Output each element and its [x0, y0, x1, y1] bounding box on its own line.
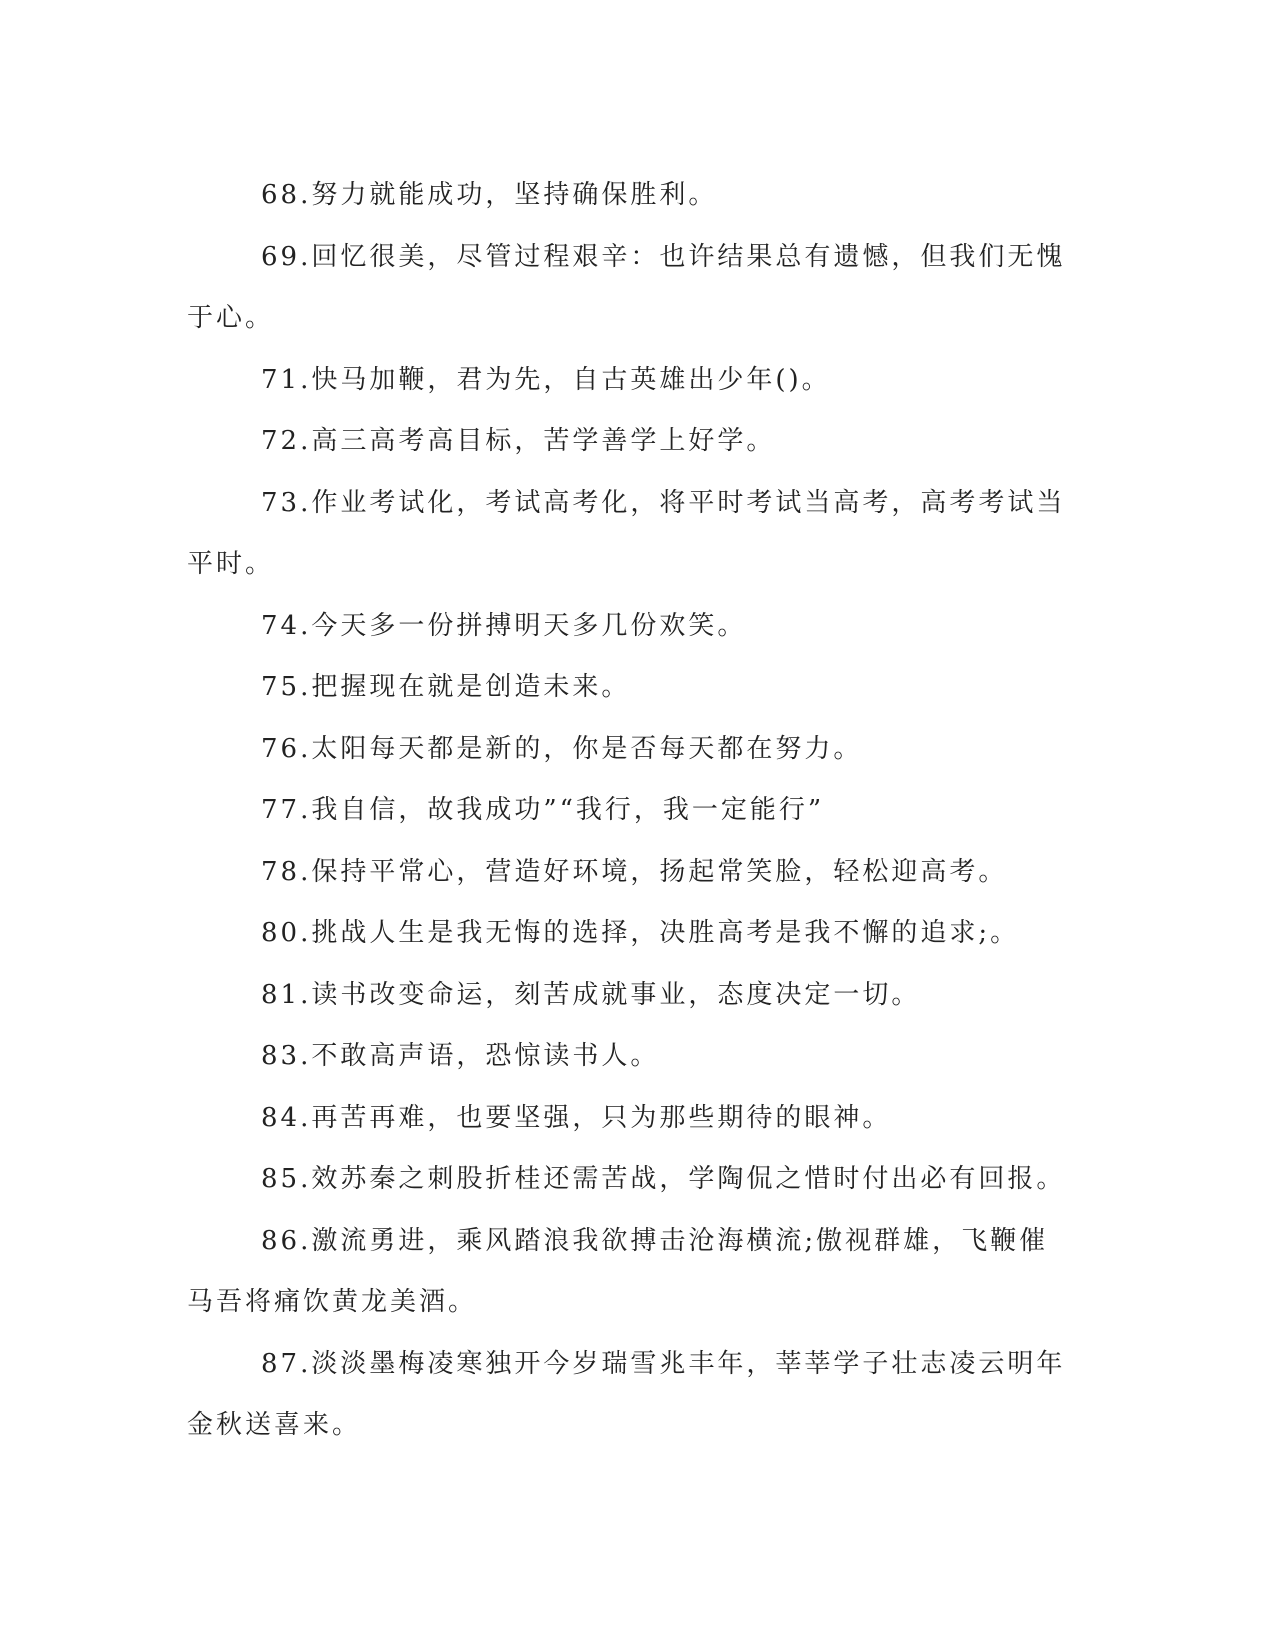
paragraph-75: 75.把握现在就是创造未来。: [261, 672, 631, 702]
paragraph-77: 77.我自信，故我成功”“我行，我一定能行”: [261, 795, 825, 825]
paragraph-72: 72.高三高考高目标，苦学善学上好学。: [261, 426, 776, 456]
paragraph-80: 80.挑战人生是我无悔的选择，决胜高考是我不懈的追求;。: [261, 918, 1020, 948]
paragraph-87: 87.淡淡墨梅凌寒独开今岁瑞雪兆丰年，莘莘学子壮志凌云明年金秋送喜来。: [187, 1348, 1066, 1440]
paragraph-83: 83.不敢高声语，恐惊读书人。: [261, 1041, 660, 1071]
paragraph-68: 68.努力就能成功，坚持确保胜利。: [261, 180, 718, 210]
paragraph-81: 81.读书改变命运，刻苦成就事业，态度决定一切。: [261, 979, 921, 1010]
paragraph-76: 76.太阳每天都是新的，你是否每天都在努力。: [261, 733, 863, 764]
paragraph-85: 85.效苏秦之刺股折桂还需苦战，学陶侃之惜时付出必有回报。: [261, 1164, 1066, 1194]
paragraph-71: 71.快马加鞭，君为先，自古英雄出少年()。: [261, 364, 831, 395]
paragraph-78: 78.保持平常心，营造好环境，扬起常笑脸，轻松迎高考。: [261, 856, 1008, 887]
paragraph-74: 74.今天多一份拼搏明天多几份欢笑。: [261, 610, 747, 641]
paragraph-84: 84.再苦再难，也要坚强，只为那些期待的眼神。: [261, 1102, 892, 1133]
document-body: [187, 165, 1077, 1457]
paragraph-69: 69.回忆很美，尽管过程艰辛：也许结果总有遗憾，但我们无愧于心。: [187, 241, 1066, 333]
paragraph-86: 86.激流勇进，乘风踏浪我欲搏击沧海横流;傲视群雄，飞鞭催马吾将痛饮黄龙美酒。: [187, 1225, 1049, 1317]
paragraph-73: 73.作业考试化，考试高考化，将平时考试当高考，高考考试当平时。: [187, 487, 1066, 579]
